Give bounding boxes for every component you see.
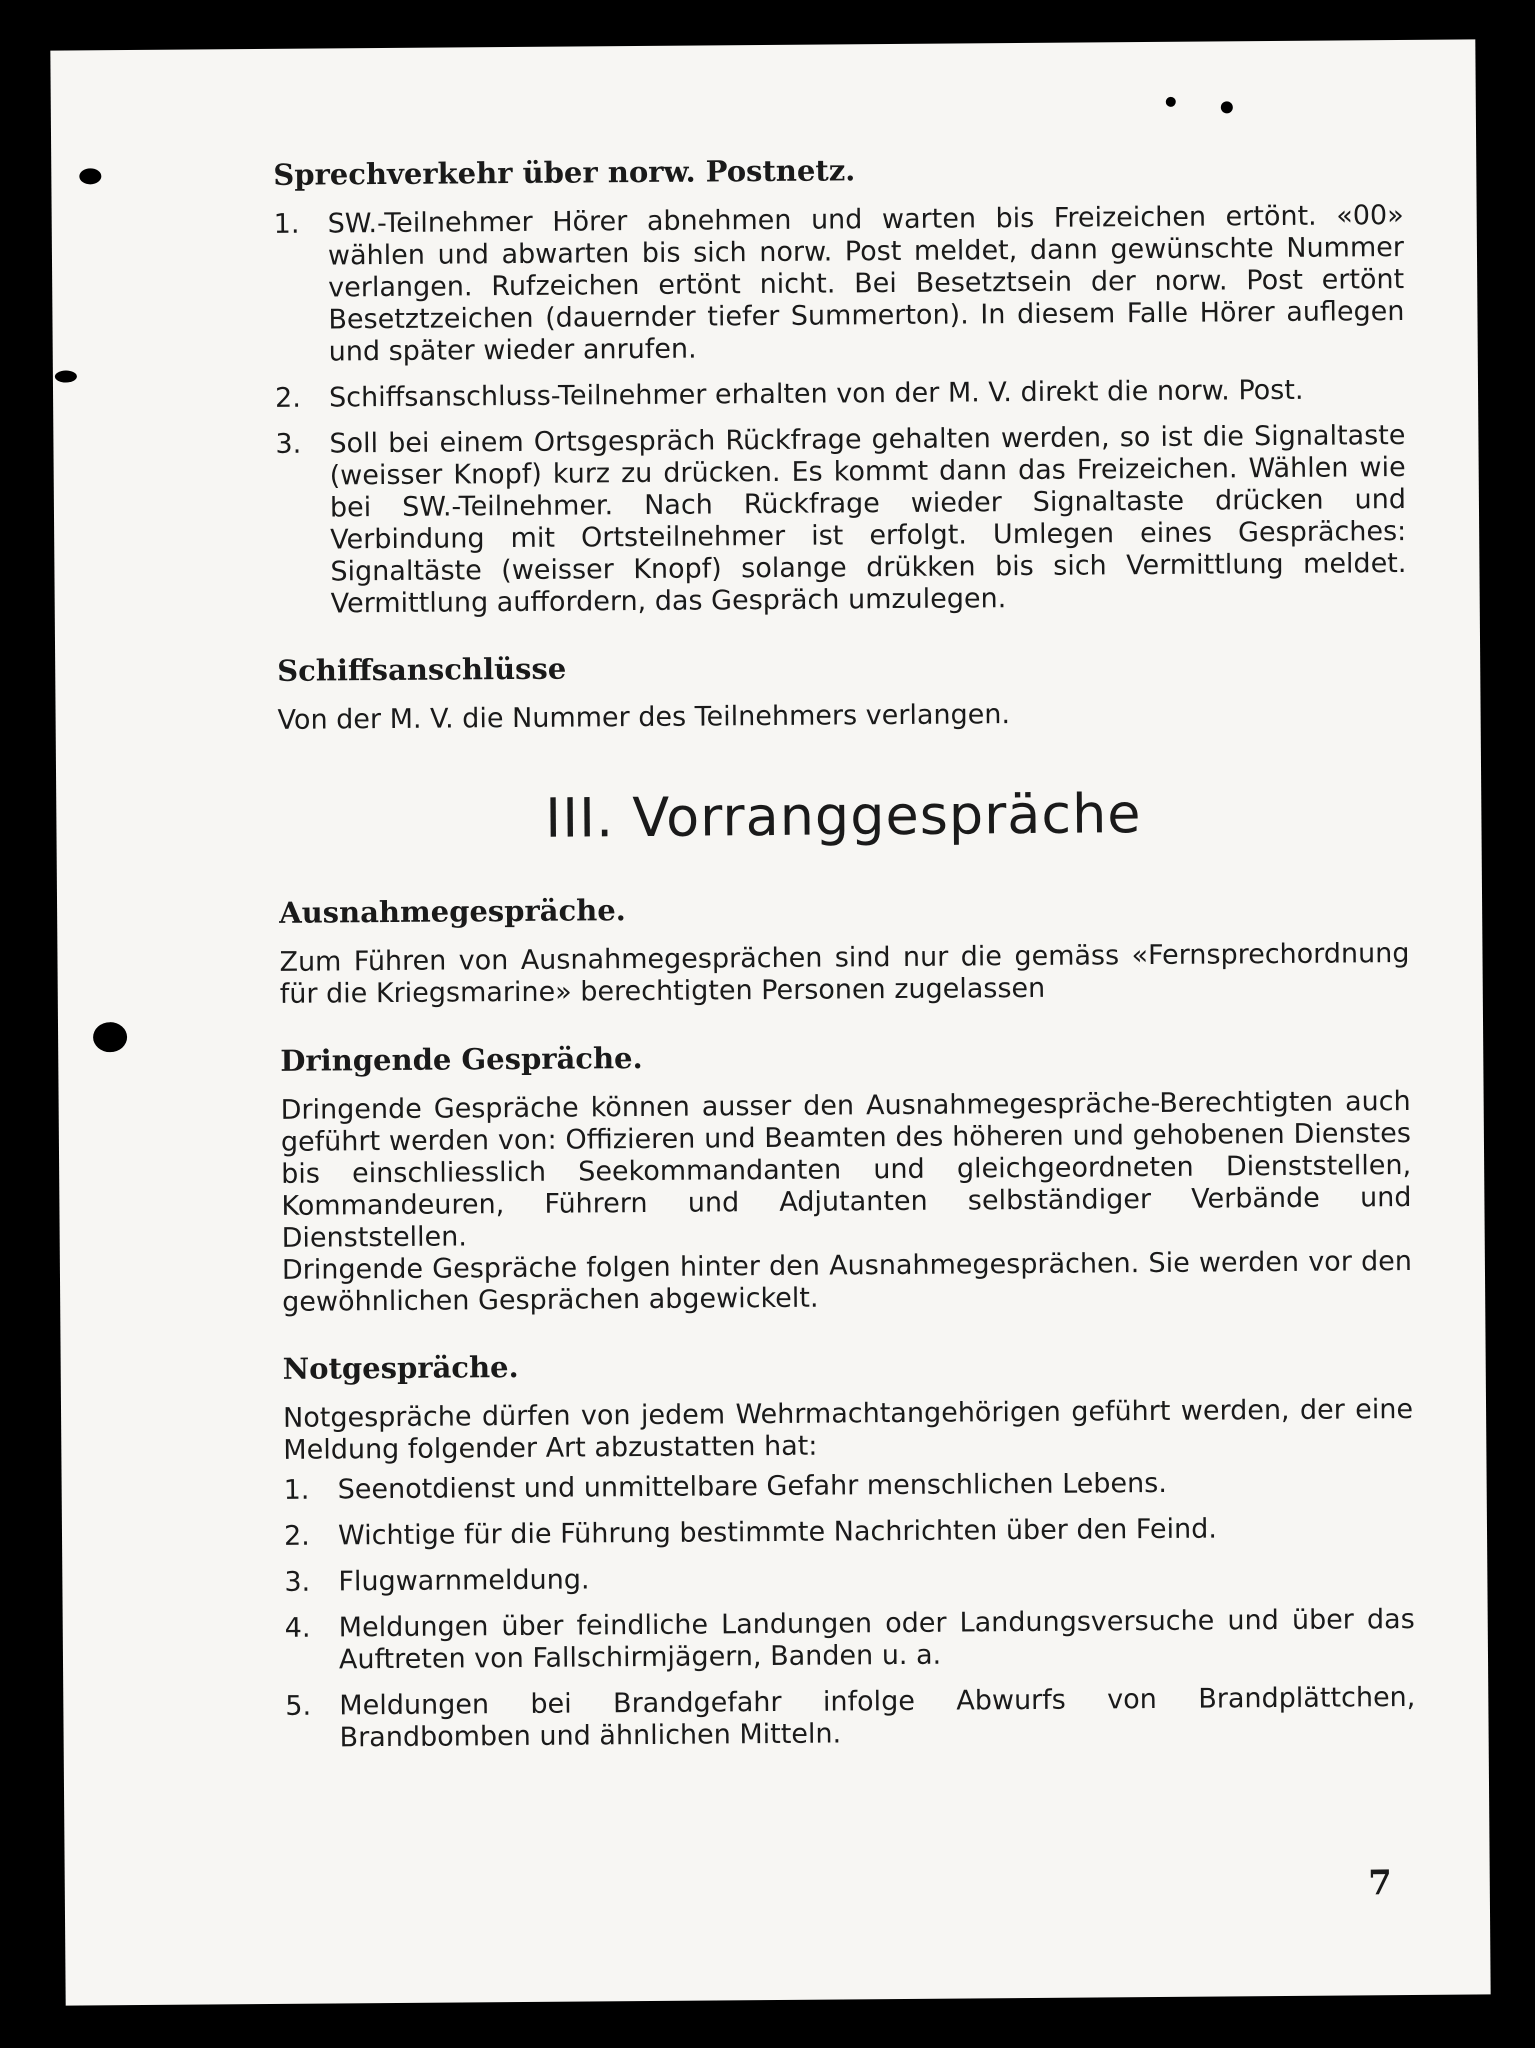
list-text: Soll bei einem Ortsgespräch Rückfrage gehalten werden, so ist die Signaltaste (weisser Knopf) kurz zu drücken. Es kommt dann das Freizeichen. Wählen wie bei SW.-Teilnehmer. Nach Rückfrage wieder Signaltaste drücken und Verbindung mit Ortsteilnehmer ist erfolgt. Umlegen eines Gespräches: Signaltäste (weisser Knopf) solange drükken bis sich Vermittlung meldet. Vermittlung auffordern, das Gespräch umzulegen. xyxy=(329,419,1407,620)
list-number: 4. xyxy=(284,1612,311,1644)
scan-artifact xyxy=(79,168,101,184)
section-schiffsanschluesse xyxy=(277,646,1408,737)
paragraph: Dringende Gespräche können ausser den Ausnahmegespräche-Berechtigten auch geführt werden von: Offizieren und Beamten des höheren und gehobenen Dienstes bis einschliesslich Seekommandanten und gleichgeordneten Dienststellen, Kommandeuren, Führern und Adjutanten selbständiger Verbände und Dienststellen. xyxy=(280,1085,1412,1254)
list-text: Schiffsanschluss-Teilnehmer erhalten von der M. V. direkt die norw. Post. xyxy=(328,374,1304,414)
section-heading: Dringende Gespräche. xyxy=(280,1041,643,1078)
paragraph: Notgespräche dürfen von jedem Wehrmachtangehörigen geführt werden, der eine Meldung folgender Art abzustatten hat: xyxy=(282,1393,1414,1466)
list-text: SW.-Teilnehmer Hörer abnehmen und warten bis Freizeichen ertönt. «00» wählen und abwarten bis sich norw. Post meldet, dann gewünschte Nummer verlangen. Rufzeichen ertönt nicht. Bei Besetztsein der norw. Post ertönt Besetztzeichen (dauernder tiefer Summerton). In diesem Falle Hörer auflegen und später wieder anrufen. xyxy=(327,200,1405,368)
list-item xyxy=(274,200,1405,369)
list-item xyxy=(284,1512,1414,1553)
list-number: 2. xyxy=(283,1520,310,1552)
chapter-title: III. Vorranggespräche xyxy=(545,782,1142,850)
scan-artifact xyxy=(1166,97,1176,107)
page-number: 7 xyxy=(1367,1863,1392,1904)
section-postnetz xyxy=(273,150,1407,621)
list-item xyxy=(284,1558,1414,1599)
scan-artifact xyxy=(93,1022,127,1052)
section-heading: Schiffsanschlüsse xyxy=(277,651,567,688)
list-item xyxy=(285,1682,1415,1755)
list-text: Wichtige für die Führung bestimmte Nachrichten über den Feind. xyxy=(337,1513,1217,1552)
list-number: 1. xyxy=(283,1474,310,1506)
paragraph: Von der M. V. die Nummer des Teilnehmers verlangen. xyxy=(277,699,1011,736)
document-content xyxy=(273,150,1416,1769)
section-heading: Notgespräche. xyxy=(282,1349,519,1386)
list-number: 1. xyxy=(273,208,300,240)
paragraph: Zum Führen von Ausnahmegesprächen sind nur die gemäss «Fernsprechordnung für die Kriegsmarine» berechtigten Personen zugelassen xyxy=(279,937,1410,1010)
list-text: Seenotdienst und unmittelbare Gefahr menschlichen Lebens. xyxy=(337,1467,1167,1506)
list-number: 3. xyxy=(284,1566,311,1598)
section-ausnahmegespraeche xyxy=(279,888,1410,1011)
list-number: 2. xyxy=(274,382,301,414)
list-item xyxy=(275,374,1405,415)
list-text: Flugwarnmeldung. xyxy=(338,1564,590,1598)
section-dringende-gespraeche xyxy=(280,1036,1412,1319)
paragraph: Dringende Gespräche folgen hinter den Ausnahmegesprächen. Sie werden vor den gewöhnlichen Gesprächen abgewickelt. xyxy=(281,1245,1413,1318)
list-item xyxy=(275,420,1406,621)
list-item xyxy=(285,1604,1415,1677)
section-heading: Sprechverkehr über norw. Postnetz. xyxy=(273,153,856,192)
list-text: Meldungen bei Brandgefahr infolge Abwurfs von Brandplättchen, Brandbomben und ähnlichen Mitteln. xyxy=(339,1681,1416,1754)
list-text: Meldungen über feindliche Landungen oder Landungsversuche und über das Auftreten von Fallschirmjägern, Banden u. a. xyxy=(338,1603,1415,1676)
scan-artifact xyxy=(1221,101,1233,113)
section-notgespraeche xyxy=(283,1344,1416,1755)
scan-artifact xyxy=(55,370,77,382)
document-page xyxy=(50,39,1490,2005)
section-heading: Ausnahmegespräche. xyxy=(278,893,626,930)
list-number: 5. xyxy=(285,1690,312,1722)
list-number: 3. xyxy=(275,428,302,460)
list-item xyxy=(284,1466,1414,1507)
